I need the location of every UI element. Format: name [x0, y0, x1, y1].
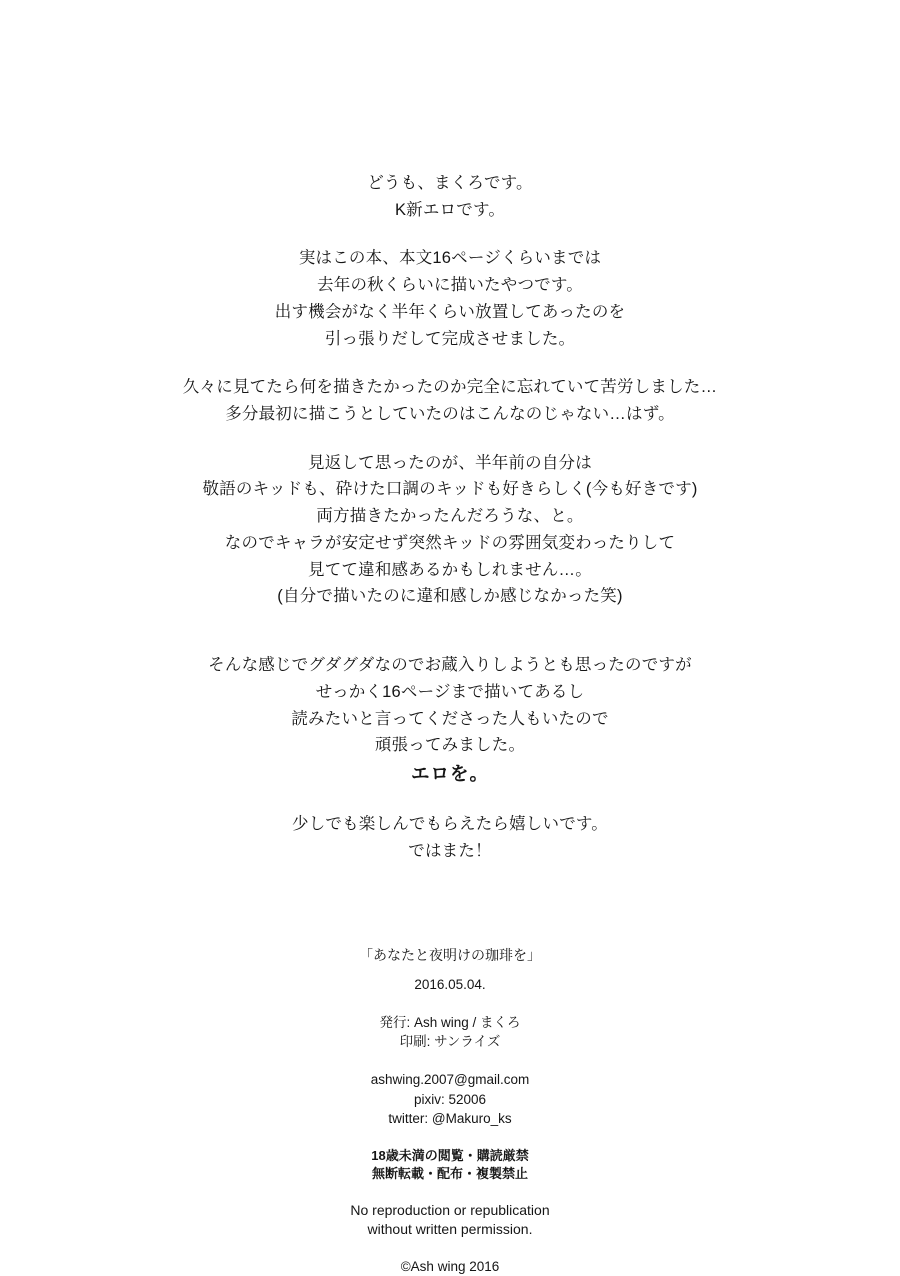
publication-date: 2016.05.04.: [414, 977, 486, 993]
text-line: なのでキャラが安定せず突然キッドの雰囲気変わったりして: [224, 533, 676, 552]
text-line: 出す機会がなく半年くらい放置してあったのを: [274, 302, 626, 321]
text-line: 久々に見てたら何を描きたかったのか完全に忘れていて苦労しました…: [182, 378, 718, 397]
paragraph-history: [0, 245, 900, 352]
age-warning: 18歳未満の閲覧・購読厳禁: [371, 1147, 529, 1163]
colophon-warning-group: [0, 1147, 900, 1183]
text-line: そんな感じでグダグダなのでお蔵入りしようとも思ったのですが: [208, 656, 692, 675]
colophon-block: [0, 945, 900, 1276]
text-line: 見てて違和感あるかもしれません…。: [308, 560, 592, 579]
text-line: 去年の秋くらいに描いたやつです。: [317, 276, 583, 295]
publisher-line: 発行: Ash wing / まくろ: [379, 1014, 521, 1030]
colophon-contact-group: [0, 1070, 900, 1129]
text-line: 見返して思ったのが、半年前の自分は: [308, 453, 592, 472]
copyright-line: ©Ash wing 2016: [400, 1258, 500, 1274]
text-line: 読みたいと言ってくださった人もいたので: [291, 709, 609, 728]
paragraph-forgot: [0, 374, 900, 427]
text-line: せっかく16ページまで描いてあるし: [315, 682, 585, 701]
email-line[interactable]: ashwing.2007@gmail.com: [370, 1071, 530, 1087]
printer-line: 印刷: サンライズ: [399, 1034, 501, 1050]
reproduction-warning-en-line1: No reproduction or republication: [350, 1202, 550, 1219]
text-line: 少しでも楽しんでもらえたら嬉しいです。: [292, 814, 608, 833]
reproduction-warning-en-line2: without written permission.: [367, 1220, 533, 1237]
twitter-line[interactable]: twitter: @Makuro_ks: [388, 1111, 512, 1127]
text-line: 両方描きたかったんだろうな、と。: [316, 507, 584, 526]
reproduction-warning: 無断転載・配布・複製禁止: [371, 1165, 528, 1181]
text-line: 多分最初に描こうとしていたのはこんなのじゃない…はず。: [225, 405, 675, 424]
text-line: 引っ張りだして完成させました。: [324, 329, 576, 348]
paragraph-closing: [0, 811, 900, 864]
text-line: 頑張ってみました。: [374, 736, 526, 755]
pixiv-line[interactable]: pixiv: 52006: [413, 1091, 487, 1107]
colophon-credits-group: [0, 1013, 900, 1052]
text-line: ではまた！: [408, 841, 492, 860]
text-line: 敬語のキッドも、砕けた口調のキッドも好きらしく(今も好きです): [202, 480, 698, 499]
paragraph-greeting: [0, 170, 900, 223]
paragraph-reflection: [0, 450, 900, 610]
paragraph-motivation: [0, 652, 900, 789]
colophon-copyright-group: [0, 1257, 900, 1276]
colophon-title-group: [0, 945, 900, 995]
text-line: (自分で描いたのに違和感しか感じなかった笑): [277, 587, 623, 606]
text-line: どうも、まくろです。: [367, 174, 533, 192]
afterword-text-block: [0, 170, 900, 864]
text-line: 実はこの本、本文16ページくらいまでは: [298, 249, 602, 268]
text-line: K新エロです。: [394, 200, 506, 219]
colophon-warning-en-group: [0, 1201, 900, 1239]
text-line-emphasis: エロを。: [410, 762, 489, 784]
work-title: 「あなたと夜明けの珈琲を」: [359, 947, 541, 963]
